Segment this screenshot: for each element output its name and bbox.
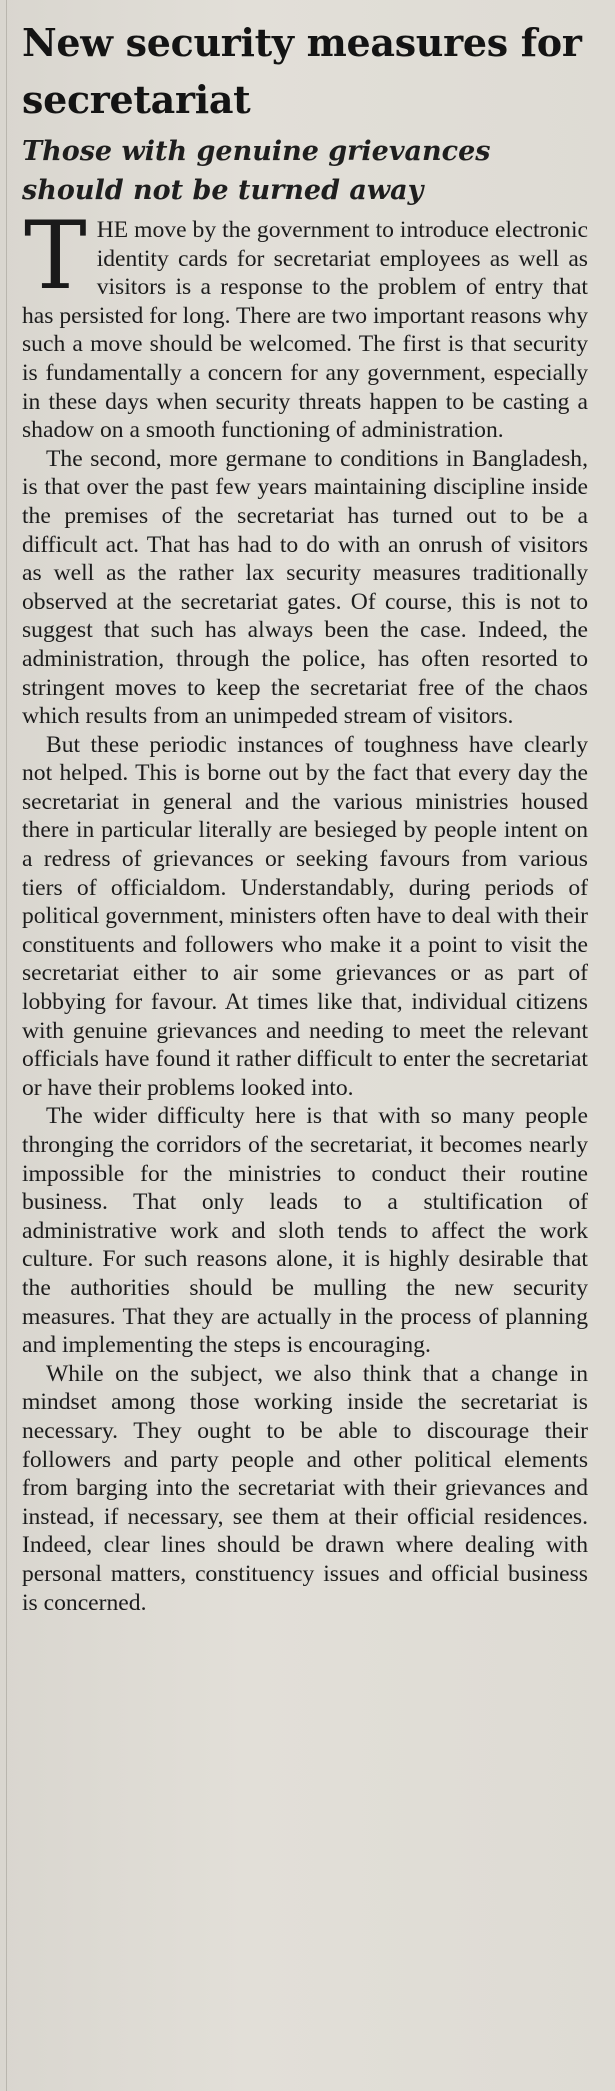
headline: New security measures for secretariat xyxy=(22,20,582,122)
paragraph-5: While on the subject, we also think that a change in mindset among those working inside the secretariat is necessary. They ought to be able to discourage their followers and party people and other political elements from barging into the secretariat with their grievances and instead, if necessary, see them at their official residences. Indeed, clear lines should be drawn where dealing with personal matters, constituency issues and official business is concerned. xyxy=(22,1360,588,1616)
subheadline: Those with genuine grievances should not be turned away xyxy=(22,136,491,206)
paragraph-3: But these periodic instances of toughness have clearly not helped. This is borne out by the fact that every day the secretariat in general and the various ministries housed there in particular literally are besieged by people intent on a redress of grievances or seeking favours from various tiers of officialdom. Understandably, during periods of political government, ministers often have to deal with their constituents and followers who make it a point to visit the secretariat either to air some grievances or as part of lobbying for favour. At times like that, individual citizens with genuine grievances and needing to meet the relevant officials have found it rather difficult to enter the secretariat or have their problems looked into. xyxy=(22,731,588,1101)
paragraph-4: The wider difficulty here is that with so many people thronging the corridors of the secretariat, it becomes nearly impossible for the ministries to conduct their routine business. That only leads to a stultification of administrative work and sloth tends to affect the work culture. For such reasons alone, it is highly desirable that the authorities should be mulling the new security measures. That they are actually in the process of planning and implementing the steps is encouraging. xyxy=(22,1103,588,1359)
drop-cap: T xyxy=(24,202,87,311)
editorial-column xyxy=(22,14,588,1617)
paragraph-2: The second, more germane to conditions in Bangladesh, is that over the past few years maintaining discipline inside the premises of the secretariat has turned out to be a difficult act. That has had to do with an onrush of visitors as well as the rather lax security measures traditionally observed at the secretariat gates. Of course, this is not to suggest that such has always been the case. Indeed, the administration, through the police, has often resorted to stringent moves to keep the secretariat free of the chaos which results from an unimpeded stream of visitors. xyxy=(22,445,588,730)
paragraph-1 xyxy=(22,202,588,445)
lead-in: HE xyxy=(96,217,129,243)
article-body xyxy=(22,202,588,1617)
paragraph-1-text: move by the government to introduce electronic identity cards for secretariat employees as well as visitors is a response to the problem of entry that has persisted for long. There are two important reasons why such a move should be welcomed. The first is that security is fundamentally a concern for any government, especially in these days when security threats happen to be casting a shadow on a smooth functioning of administration. xyxy=(22,217,588,444)
column-rule xyxy=(6,0,7,2091)
